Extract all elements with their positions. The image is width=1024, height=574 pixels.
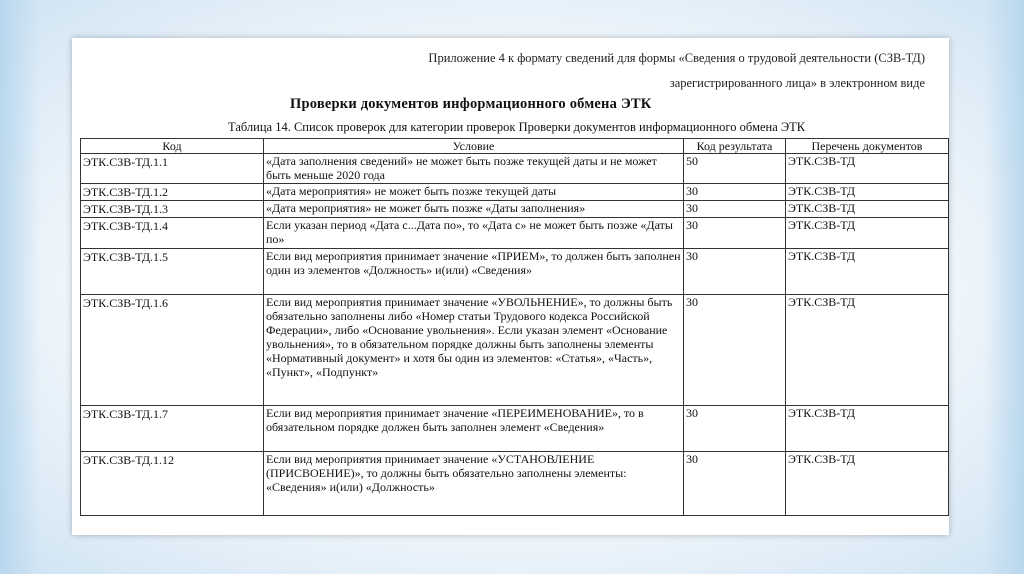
table-row (81, 201, 949, 218)
table-row (81, 218, 949, 249)
row-condition: «Дата мероприятия» не может быть позже «Даты заполнения» (264, 201, 684, 218)
row-result-code: 30 (684, 201, 786, 218)
annex-line-2: зарегистрированного лица» в электронном виде (669, 76, 925, 90)
row-code: ЭТК.СЗВ-ТД.1.1 (81, 154, 264, 184)
row-documents: ЭТК.СЗВ-ТД (786, 406, 949, 452)
background-edge-left (0, 0, 40, 574)
annex-line-1: Приложение 4 к формату сведений для формы «Сведения о трудовой деятельности (СЗВ-ТД) (428, 51, 925, 65)
row-result-code: 30 (684, 249, 786, 295)
row-result-code: 30 (684, 184, 786, 201)
row-documents: ЭТК.СЗВ-ТД (786, 184, 949, 201)
table-row (81, 406, 949, 452)
annex-header (325, 46, 925, 96)
row-documents: ЭТК.СЗВ-ТД (786, 295, 949, 406)
row-result-code: 30 (684, 218, 786, 249)
row-condition: Если вид мероприятия принимает значение «УВОЛЬНЕНИЕ», то должны быть обязательно заполнены либо «Номер статьи Трудового кодекса Российской Федерации», либо «Основание увольнения». Если указан элемент «Основание увольнения», то в обязательном порядке должны быть заполнены элементы «Нормативный документ» и хотя бы один из элементов: «Статья», «Часть», «Пункт», «Подпункт» (264, 295, 684, 406)
row-result-code: 30 (684, 452, 786, 516)
row-documents: ЭТК.СЗВ-ТД (786, 249, 949, 295)
row-documents: ЭТК.СЗВ-ТД (786, 452, 949, 516)
column-header-code: Код (81, 139, 264, 154)
row-code: ЭТК.СЗВ-ТД.1.12 (81, 452, 264, 516)
table-row (81, 295, 949, 406)
row-condition: «Дата заполнения сведений» не может быть позже текущей даты и не может быть меньше 2020 года (264, 154, 684, 184)
row-condition: Если вид мероприятия принимает значение «ПРИЕМ», то должен быть заполнен один из элементов «Должность» и(или) «Сведения» (264, 249, 684, 295)
row-result-code: 50 (684, 154, 786, 184)
table-row (81, 184, 949, 201)
row-condition: Если указан период «Дата с...Дата по», то «Дата с» не может быть позже «Даты по» (264, 218, 684, 249)
table-header-row (81, 139, 949, 154)
row-condition: Если вид мероприятия принимает значение «УСТАНОВЛЕНИЕ (ПРИСВОЕНИЕ)», то должны быть обязательно заполнены элементы: «Сведения» и(или) «Должность» (264, 452, 684, 516)
document-title: Проверки документов информационного обмена ЭТК (290, 96, 652, 112)
row-code: ЭТК.СЗВ-ТД.1.5 (81, 249, 264, 295)
row-condition: «Дата мероприятия» не может быть позже текущей даты (264, 184, 684, 201)
table-row (81, 452, 949, 516)
row-result-code: 30 (684, 406, 786, 452)
row-code: ЭТК.СЗВ-ТД.1.6 (81, 295, 264, 406)
row-code: ЭТК.СЗВ-ТД.1.7 (81, 406, 264, 452)
row-documents: ЭТК.СЗВ-ТД (786, 218, 949, 249)
row-code: ЭТК.СЗВ-ТД.1.2 (81, 184, 264, 201)
checks-table (80, 138, 949, 516)
row-condition: Если вид мероприятия принимает значение «ПЕРЕИМЕНОВАНИЕ», то в обязательном порядке должен быть заполнен элемент «Сведения» (264, 406, 684, 452)
table-row (81, 154, 949, 184)
row-code: ЭТК.СЗВ-ТД.1.3 (81, 201, 264, 218)
background-edge-right (984, 0, 1024, 574)
column-header-documents: Перечень документов (786, 139, 949, 154)
row-code: ЭТК.СЗВ-ТД.1.4 (81, 218, 264, 249)
column-header-result-code: Код результата (684, 139, 786, 154)
row-documents: ЭТК.СЗВ-ТД (786, 201, 949, 218)
column-header-condition: Условие (264, 139, 684, 154)
table-row (81, 249, 949, 295)
table-caption: Таблица 14. Список проверок для категории проверок Проверки документов информационного обмена ЭТК (228, 120, 806, 134)
row-documents: ЭТК.СЗВ-ТД (786, 154, 949, 184)
document-slide (72, 38, 949, 535)
row-result-code: 30 (684, 295, 786, 406)
